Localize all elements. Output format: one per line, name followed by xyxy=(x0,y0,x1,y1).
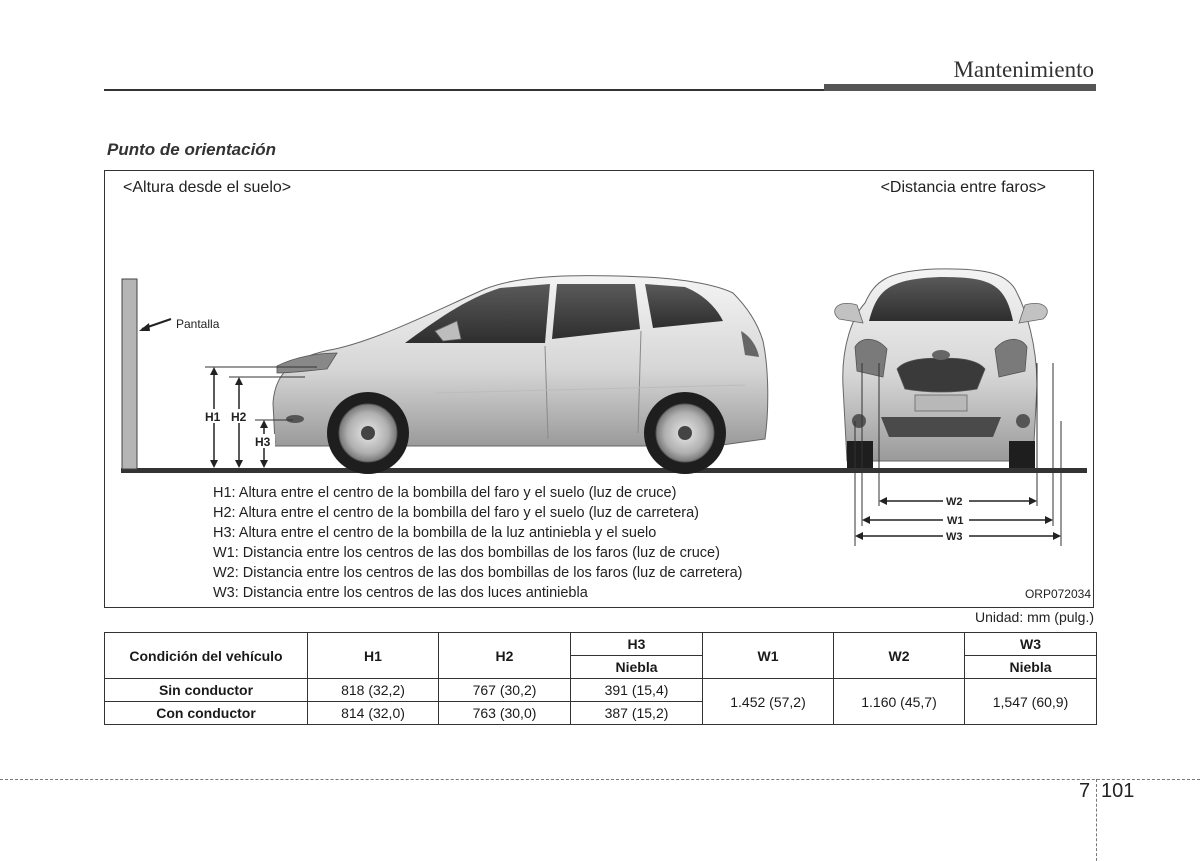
header-rule xyxy=(104,89,824,91)
header-w1: W1 xyxy=(703,633,834,679)
h2-marker: H2 xyxy=(231,410,247,424)
w2-marker: W2 xyxy=(946,496,963,508)
header-h1: H1 xyxy=(308,633,439,679)
header-h2: H2 xyxy=(439,633,571,679)
value-w1: 1.452 (57,2) xyxy=(703,679,834,725)
header-w3: W3 xyxy=(965,633,1097,656)
row-condition: Con conductor xyxy=(105,702,308,725)
h1-marker: H1 xyxy=(205,410,221,424)
legend-item-w2: W2: Distancia entre los centros de las dos bombillas de los faros (luz de carretera) xyxy=(213,565,743,581)
row-h2: 767 (30,2) xyxy=(439,679,571,702)
legend-item-w3: W3: Distancia entre los centros de las dos luces antiniebla xyxy=(213,585,588,601)
section-header-title: Mantenimiento xyxy=(953,57,1094,82)
table-header-row xyxy=(105,633,1097,656)
aiming-spec-table xyxy=(104,632,1097,725)
header-h3-sub: Niebla xyxy=(571,656,703,679)
w3-marker: W3 xyxy=(946,531,963,543)
header-w3-sub: Niebla xyxy=(965,656,1097,679)
aiming-figure xyxy=(104,170,1094,608)
row-h3: 387 (15,2) xyxy=(571,702,703,725)
figure-label-height: <Altura desde el suelo> xyxy=(123,179,292,196)
side-view-car xyxy=(273,276,768,474)
footer-vertical-divider xyxy=(1096,779,1097,861)
footer-divider xyxy=(0,779,1200,780)
header-rule-accent xyxy=(824,84,1096,91)
row-h1: 814 (32,0) xyxy=(308,702,439,725)
section-title: Punto de orientación xyxy=(107,140,277,159)
figure-code: ORP072034 xyxy=(1024,587,1091,601)
figure-legend xyxy=(213,483,742,603)
row-h2: 763 (30,0) xyxy=(439,702,571,725)
page-number: 101 xyxy=(1101,780,1135,802)
screen-label: Pantalla xyxy=(176,317,220,331)
header-w2: W2 xyxy=(834,633,965,679)
front-view-car xyxy=(835,269,1048,468)
w1-marker: W1 xyxy=(947,515,964,527)
legend-item-h1: H1: Altura entre el centro de la bombilla del faro y el suelo (luz de cruce) xyxy=(213,485,677,501)
header-condition: Condición del vehículo xyxy=(105,633,308,679)
ground-line xyxy=(121,468,1087,473)
table-row xyxy=(105,679,1097,702)
row-h3: 391 (15,4) xyxy=(571,679,703,702)
legend-item-h3: H3: Altura entre el centro de la bombilla de la luz antiniebla y el suelo xyxy=(213,525,657,541)
unit-note: Unidad: mm (pulg.) xyxy=(974,609,1094,625)
value-w3: 1,547 (60,9) xyxy=(965,679,1097,725)
screen-pointer-arrow xyxy=(139,319,171,331)
row-condition: Sin conductor xyxy=(105,679,308,702)
h3-marker: H3 xyxy=(255,435,271,449)
legend-item-h2: H2: Altura entre el centro de la bombilla del faro y el suelo (luz de carretera) xyxy=(213,505,699,521)
value-w2: 1.160 (45,7) xyxy=(834,679,965,725)
row-h1: 818 (32,2) xyxy=(308,679,439,702)
chapter-number: 7 xyxy=(1079,780,1091,802)
header-h3: H3 xyxy=(571,633,703,656)
screen-wall xyxy=(122,279,137,469)
legend-item-w1: W1: Distancia entre los centros de las dos bombillas de los faros (luz de cruce) xyxy=(213,545,720,561)
figure-label-distance: <Distancia entre faros> xyxy=(880,179,1046,196)
